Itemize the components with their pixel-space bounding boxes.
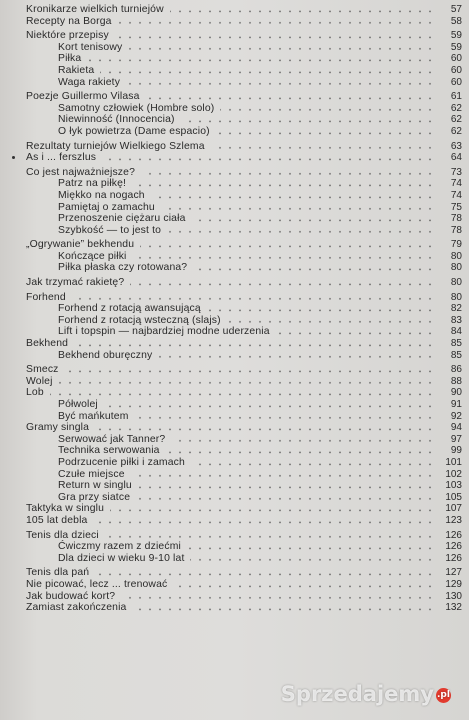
dot-leader <box>126 77 435 89</box>
toc-entry-title: Recepty na Borga <box>26 15 112 27</box>
toc-subentry <box>0 553 469 565</box>
toc-entry-title: Niektóre przepisy <box>26 30 109 42</box>
toc-subentry <box>0 541 469 553</box>
toc-page-number: 91 <box>450 399 462 410</box>
toc-entry-title: Rakieta <box>58 64 95 76</box>
dot-leader <box>191 457 435 469</box>
dot-leader <box>138 480 435 492</box>
toc-entry-title: Technika serwowania <box>58 445 160 457</box>
toc-entry-title: Ćwiczmy razem z dziećmi <box>58 541 181 553</box>
toc-subentry <box>0 126 469 138</box>
toc-page-number: 75 <box>450 201 462 213</box>
toc-subentry <box>0 213 469 225</box>
toc-entry-title: Forhend <box>26 291 66 303</box>
toc-entry-title: Smecz <box>26 364 59 376</box>
toc-subentry <box>0 114 469 126</box>
dot-leader <box>211 141 435 153</box>
toc-page-number: 59 <box>450 41 462 53</box>
toc-page-number: 78 <box>450 213 462 225</box>
toc-entry-title: Jak budować kort? <box>26 590 116 602</box>
toc-page-number: 80 <box>450 262 462 274</box>
toc-page-number: 57 <box>450 4 462 15</box>
toc-entry-title: Lob <box>26 387 44 399</box>
toc-entry-title: Samotny człowiek (Hombre solo) <box>58 102 215 114</box>
dot-leader <box>216 126 435 138</box>
toc-entry <box>0 152 469 164</box>
toc-entry-title: Kort tenisowy <box>58 41 123 53</box>
dot-leader <box>133 251 435 263</box>
dot-leader <box>166 445 435 457</box>
toc-page-number: 85 <box>450 338 462 350</box>
toc-entry-title: Nie picować, lecz ... trenować <box>26 578 168 590</box>
dot-leader <box>132 178 435 190</box>
dot-leader <box>132 602 435 614</box>
toc-entry-title: Rezultaty turniejów Wielkiego Szlema <box>26 140 205 152</box>
dot-leader <box>136 492 435 504</box>
dot-leader <box>141 167 435 179</box>
dot-leader <box>207 303 435 315</box>
toc-subentry <box>0 469 469 481</box>
dot-leader <box>95 422 435 434</box>
toc-page-number: 123 <box>445 514 462 526</box>
toc-page-number: 82 <box>450 303 462 315</box>
toc-page-number: 105 <box>445 491 462 503</box>
toc-page-number: 94 <box>450 422 462 434</box>
dot-leader <box>115 30 435 42</box>
dot-leader <box>131 469 435 481</box>
toc-subentry <box>0 326 469 338</box>
toc-page-number: 60 <box>450 53 462 65</box>
toc-entry-title: Tenis dla dzieci <box>26 529 99 541</box>
toc-entry-title: O łyk powietrza (Dame espacio) <box>58 125 210 137</box>
toc-entry <box>0 579 469 591</box>
toc-page-number: 80 <box>450 291 462 303</box>
toc-page-number: 126 <box>445 541 462 553</box>
toc-page-number: 62 <box>450 102 462 114</box>
toc-page-number: 80 <box>450 250 462 262</box>
toc-entry-title: Tenis dla pań <box>26 567 90 579</box>
dot-leader <box>59 376 435 388</box>
dot-leader <box>173 579 435 591</box>
dot-leader <box>193 262 435 274</box>
toc-subentry <box>0 350 469 362</box>
toc-entry-title: Dla dzieci w wieku 9-10 lat <box>58 552 185 564</box>
toc-page-number: 61 <box>450 91 462 103</box>
dot-leader <box>192 213 435 225</box>
toc-subentry <box>0 445 469 457</box>
toc-entry-title: Podrzucenie piłki i zamach <box>58 456 185 468</box>
toc-subentry <box>0 434 469 446</box>
dot-leader <box>130 277 435 289</box>
toc-entry-title: Taktyka w singlu <box>26 503 105 515</box>
toc-page-number: 59 <box>450 30 462 42</box>
toc-entry <box>0 567 469 579</box>
toc-page-number: 102 <box>445 468 462 480</box>
toc-page-number: 126 <box>445 529 462 541</box>
toc-entry <box>0 30 469 42</box>
toc-page-number: 74 <box>450 189 462 201</box>
toc-entry-title: Kronikarze wielkich turniejów <box>26 4 164 15</box>
dot-leader <box>187 541 435 553</box>
toc-entry-title: Wolej <box>26 375 53 387</box>
toc-page-number: 64 <box>450 152 462 164</box>
sprzedajemy-watermark <box>281 682 451 706</box>
toc-subentry <box>0 103 469 115</box>
dot-leader <box>128 42 435 54</box>
toc-subentry <box>0 202 469 214</box>
toc-entry-title: Poezje Guillermo Vilasa <box>26 91 140 103</box>
dot-leader <box>105 530 435 542</box>
toc-entry-title: Szybkość — to jest to <box>58 224 162 236</box>
toc-entry <box>0 422 469 434</box>
toc-page-number: 107 <box>445 503 462 515</box>
dot-leader <box>95 567 435 579</box>
toc-page-number: 127 <box>445 567 462 579</box>
toc-entry-title: Waga rakiety <box>58 76 121 88</box>
toc-subentry <box>0 492 469 504</box>
toc-page-number: 84 <box>450 326 462 338</box>
dot-leader <box>146 91 435 103</box>
toc-subentry <box>0 42 469 54</box>
dot-leader <box>181 114 435 126</box>
dot-leader <box>227 315 435 327</box>
toc-page-number: 97 <box>450 433 462 445</box>
toc-entry-title: Patrz na piłkę! <box>58 178 127 190</box>
watermark-domain-badge: .pl <box>436 688 451 703</box>
dot-leader <box>171 434 435 446</box>
toc-page-number: 88 <box>450 375 462 387</box>
toc-entry-title: Bekhend <box>26 338 69 350</box>
toc-entry <box>0 4 469 16</box>
toc-subentry <box>0 457 469 469</box>
toc-entry <box>0 277 469 289</box>
toc-subentry <box>0 53 469 65</box>
toc-subentry <box>0 251 469 263</box>
dot-leader <box>161 202 435 214</box>
toc-entry <box>0 503 469 515</box>
toc-subentry <box>0 225 469 237</box>
toc-entry-title: Bekhend oburęczny <box>58 349 153 361</box>
toc-entry <box>0 364 469 376</box>
toc-entry <box>0 591 469 603</box>
dot-leader <box>110 503 435 515</box>
toc-entry-title: „Ogrywanie” bekhendu <box>26 239 135 251</box>
toc-entry <box>0 141 469 153</box>
dot-leader <box>87 53 435 65</box>
dot-leader <box>72 292 435 304</box>
toc-entry <box>0 515 469 527</box>
toc-entry <box>0 387 469 399</box>
toc-entry-title: Jak trzymać rakietę? <box>26 277 125 289</box>
toc-subentry <box>0 262 469 274</box>
watermark-text: Sprzedajemy <box>280 682 434 706</box>
toc-subentry <box>0 65 469 77</box>
toc-entry <box>0 16 469 28</box>
dot-leader <box>65 364 435 376</box>
toc-entry-title: Forhend z rotacją wsteczną (slajs) <box>58 314 221 326</box>
bullet-mark <box>12 156 15 159</box>
toc-entry-title: Forhend z rotacją awansującą <box>58 303 201 315</box>
toc-page-number: 92 <box>450 410 462 422</box>
dot-leader <box>220 103 435 115</box>
dot-leader <box>158 350 435 362</box>
toc-page-number: 60 <box>450 76 462 88</box>
toc-page-number: 130 <box>445 590 462 602</box>
toc-entry-title: Pamiętaj o zamachu <box>58 201 155 213</box>
dot-leader <box>93 515 435 527</box>
toc-subentry <box>0 315 469 327</box>
toc-entry <box>0 338 469 350</box>
toc-page-number: 132 <box>445 602 462 614</box>
dot-leader <box>190 553 435 565</box>
toc-entry-title: Serwować jak Tanner? <box>58 433 166 445</box>
dot-leader <box>151 190 435 202</box>
toc-page-number: 79 <box>450 239 462 251</box>
toc-entry-title: Czułe miejsce <box>58 468 125 480</box>
toc-page-number: 58 <box>450 15 462 27</box>
toc-page-number: 83 <box>450 314 462 326</box>
toc-entry <box>0 530 469 542</box>
toc-page-number: 80 <box>450 277 462 289</box>
table-of-contents <box>0 4 469 614</box>
toc-entry <box>0 292 469 304</box>
toc-entry-title: Być mańkutem <box>58 410 129 422</box>
toc-subentry <box>0 303 469 315</box>
toc-page-number: 86 <box>450 364 462 376</box>
toc-page-number: 73 <box>450 166 462 178</box>
toc-entry-title: 105 lat debla <box>26 514 88 526</box>
toc-entry <box>0 602 469 614</box>
toc-entry-title: Piłka <box>58 53 82 65</box>
toc-page-number: 99 <box>450 445 462 457</box>
dot-leader <box>50 387 435 399</box>
toc-entry <box>0 376 469 388</box>
toc-entry-title: Półwolej <box>58 399 98 410</box>
toc-page-number: 126 <box>445 552 462 564</box>
toc-entry-title: Co jest najważniejsze? <box>26 166 135 178</box>
toc-page-number: 74 <box>450 178 462 190</box>
toc-page-number: 60 <box>450 64 462 76</box>
toc-subentry <box>0 411 469 423</box>
toc-page-number: 103 <box>445 480 462 492</box>
toc-entry-title: Gra przy siatce <box>58 491 131 503</box>
toc-page-number: 63 <box>450 140 462 152</box>
dot-leader <box>170 4 435 16</box>
dot-leader <box>276 326 435 338</box>
toc-page-number: 129 <box>445 578 462 590</box>
toc-entry-title: Zamiast zakończenia <box>26 602 127 614</box>
toc-entry <box>0 167 469 179</box>
toc-entry-title: Miękko na nogach <box>58 189 145 201</box>
toc-entry <box>0 91 469 103</box>
dot-leader <box>100 65 435 77</box>
toc-entry-title: Piłka płaska czy rotowana? <box>58 262 188 274</box>
toc-entry-title: Kończące piłki <box>58 250 127 262</box>
dot-leader <box>118 16 435 28</box>
toc-subentry <box>0 178 469 190</box>
toc-subentry <box>0 399 469 411</box>
toc-page-number: 101 <box>445 456 462 468</box>
toc-entry-title: Lift i topspin — najbardziej modne uderzenia <box>58 326 270 338</box>
dot-leader <box>102 152 435 164</box>
dot-leader <box>167 225 435 237</box>
toc-page-number: 78 <box>450 224 462 236</box>
dot-leader <box>104 399 435 411</box>
toc-entry <box>0 239 469 251</box>
toc-entry-title: As i ... ferszlus <box>26 152 97 164</box>
toc-entry-title: Niewinność (Innocencia) <box>58 114 175 126</box>
toc-entry-title: Przenoszenie ciężaru ciała <box>58 213 186 225</box>
toc-page-number: 85 <box>450 349 462 361</box>
toc-subentry <box>0 480 469 492</box>
toc-subentry <box>0 77 469 89</box>
dot-leader <box>74 338 435 350</box>
dot-leader <box>140 239 435 251</box>
dot-leader <box>135 411 435 423</box>
dot-leader <box>121 591 435 603</box>
toc-subentry <box>0 190 469 202</box>
toc-entry-title: Gramy singla <box>26 422 90 434</box>
toc-page-number: 90 <box>450 387 462 399</box>
toc-page-number: 62 <box>450 125 462 137</box>
toc-page-number: 62 <box>450 114 462 126</box>
toc-entry-title: Return w singlu <box>58 480 132 492</box>
